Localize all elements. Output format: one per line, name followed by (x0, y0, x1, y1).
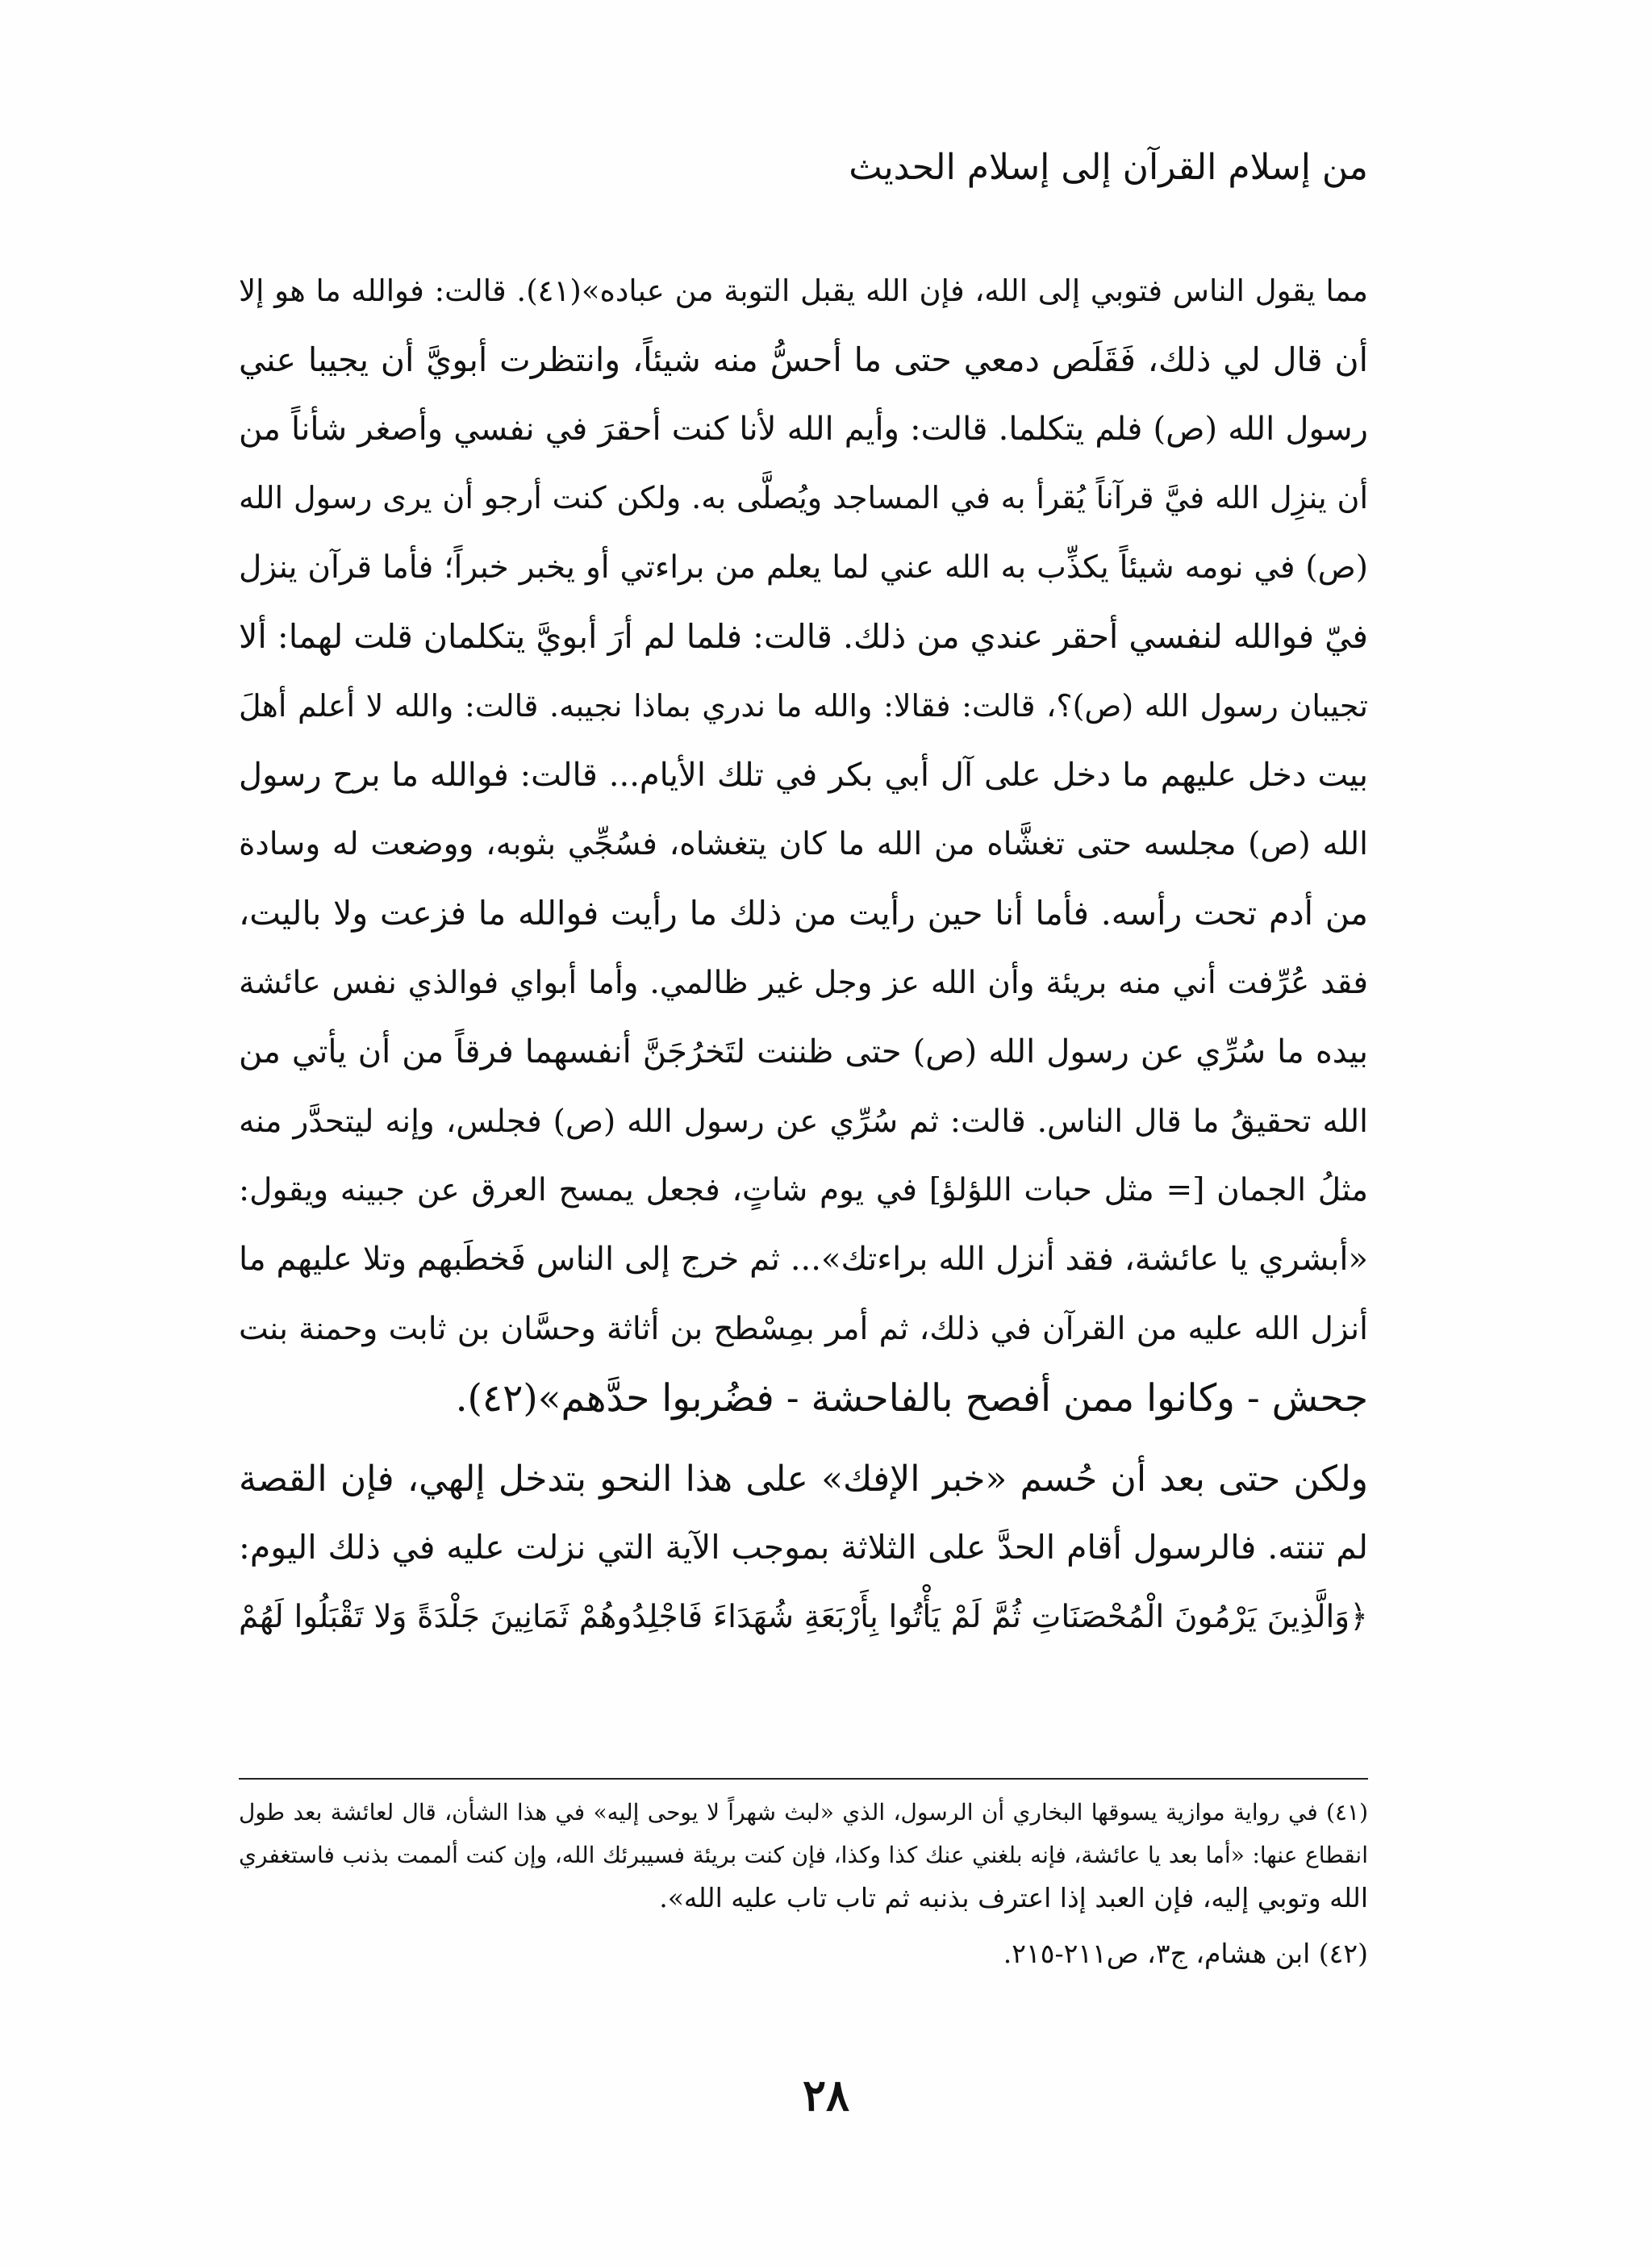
text-line: من أدم تحت رأسه. فأما أنا حين رأيت من ذلك ما رأيت فوالله ما فزعت ولا باليت، (239, 894, 1368, 933)
main-text (239, 257, 1368, 1652)
footnotes (239, 1791, 1368, 1975)
footnote-42 (239, 1932, 1368, 1975)
text-line: بيت دخل عليهم ما دخل على آل أبي بكر في تلك الأيام... قالت: فوالله ما برح رسول (239, 756, 1368, 794)
footnote-spacer (239, 1919, 1368, 1932)
paragraph (239, 1445, 1368, 1652)
footnote-line: (٤٢) ابن هشام، ج٣، ص٢١١-٢١٥. (1003, 1938, 1368, 1969)
footnote-41 (239, 1791, 1368, 1919)
text-line: تجيبان رسول الله (ص)؟، قالت: فقالا: والله ما ندري بماذا نجيبه. قالت: والله لا أعلم أهلَ (239, 687, 1368, 724)
running-header: من إسلام القرآن إلى إسلام الحديث (849, 147, 1368, 188)
text-line: مما يقول الناس فتوبي إلى الله، فإن الله يقبل التوبة من عباده»(٤١). قالت: فوالله ما هو إلا (239, 273, 1368, 308)
text-line: فقد عُرِّفت أني منه بريئة وأن الله عز وجل غير ظالمي. وأما أبواي فوالذي نفس عائشة (239, 964, 1368, 1001)
text-line: لم تنته. فالرسول أقام الحدَّ على الثلاثة بموجب الآية التي نزلت عليه في ذلك اليوم: (239, 1528, 1368, 1567)
text-line: أن ينزِل الله فيَّ قرآناً يُقرأ به في المساجد ويُصلَّى به. ولكن كنت أرجو أن يرى رسول الله (239, 480, 1368, 516)
text-line: بيده ما سُرِّي عن رسول الله (ص) حتى ظننت لتَخرُجَنَّ أنفسهما فرقاً من أن يأتي من (239, 1033, 1368, 1070)
quran-verse-line: ﴿وَالَّذِينَ يَرْمُونَ الْمُحْصَنَاتِ ثُمَّ لَمْ يَأْتُوا بِأَرْبَعَةِ شُهَدَاءَ فَاجْلِدُوهُمْ ثَمَانِينَ جَلْدَةً وَلا تَقْبَلُوا لَهُمْ (239, 1599, 1368, 1636)
text-line: الله تحقيقُ ما قال الناس. قالت: ثم سُرِّي عن رسول الله (ص) فجلس، وإنه ليتحدَّر منه (239, 1103, 1368, 1140)
text-line: (ص) في نومه شيئاً يكذِّب به الله عني لما يعلم من براءتي أو يخبر خبراً؛ فأما قرآن ينزل (239, 549, 1368, 586)
text-line: أن قال لي ذلك، فَقَلَص دمعي حتى ما أحسُّ منه شيئاً، وانتظرت أبويَّ أن يجيبا عني (239, 340, 1368, 379)
footnote-separator (239, 1778, 1368, 1780)
text-line: ولكن حتى بعد أن حُسم «خبر الإفك» على هذا النحو بتدخل إلهي، فإن القصة (239, 1458, 1368, 1500)
text-line: أنزل الله عليه من القرآن في ذلك، ثم أمر بمِسْطح بن أثاثة وحسَّان بن ثابت وحمنة بنت (239, 1310, 1368, 1347)
text-line: مثلُ الجمان [= مثل حبات اللؤلؤ] في يوم شاتٍ، فجعل يمسح العرق عن جبينه ويقول: (239, 1172, 1368, 1209)
paragraph (239, 257, 1368, 1433)
text-line: «أبشري يا عائشة، فقد أنزل الله براءتك»... ثم خرج إلى الناس فَخطَبهم وتلا عليهم ما (239, 1241, 1368, 1279)
footnote-line: (٤١) في رواية موازية يسوقها البخاري أن الرسول، الذي «لبث شهراً لا يوحى إليه» في هذا الشأن، قال لعائشة بعد طول (239, 1799, 1368, 1826)
footnote-line: الله وتوبي إليه، فإن العبد إذا اعترف بذنبه ثم تاب تاب عليه الله». (659, 1882, 1368, 1913)
text-line: فيّ فوالله لنفسي أحقر عندي من ذلك. قالت: فلما لم أرَ أبويَّ يتكلمان قلت لهما: ألا (239, 616, 1368, 656)
paragraph-spacer (239, 1433, 1368, 1445)
text-line: جحش - وكانوا ممن أفصح بالفاحشة - فضُربوا حدَّهم»(٤٢). (455, 1375, 1368, 1421)
text-line: رسول الله (ص) فلم يتكلما. قالت: وأيم الله لأنا كنت أحقرَ في نفسي وأصغر شأناً من (239, 410, 1368, 448)
footnote-line: انقطاع عنها: «أما بعد يا عائشة، فإنه بلغني عنك كذا وكذا، فإن كنت بريئة فسيبرئك الله، وإن كنت ألممت بذنب فاستغفري (239, 1842, 1368, 1868)
text-line: الله (ص) مجلسه حتى تغشَّاه من الله ما كان يتغشاه، فسُجِّي بثوبه، ووضعت له وسادة (239, 826, 1368, 863)
page-number: ٢٨ (802, 2069, 849, 2121)
